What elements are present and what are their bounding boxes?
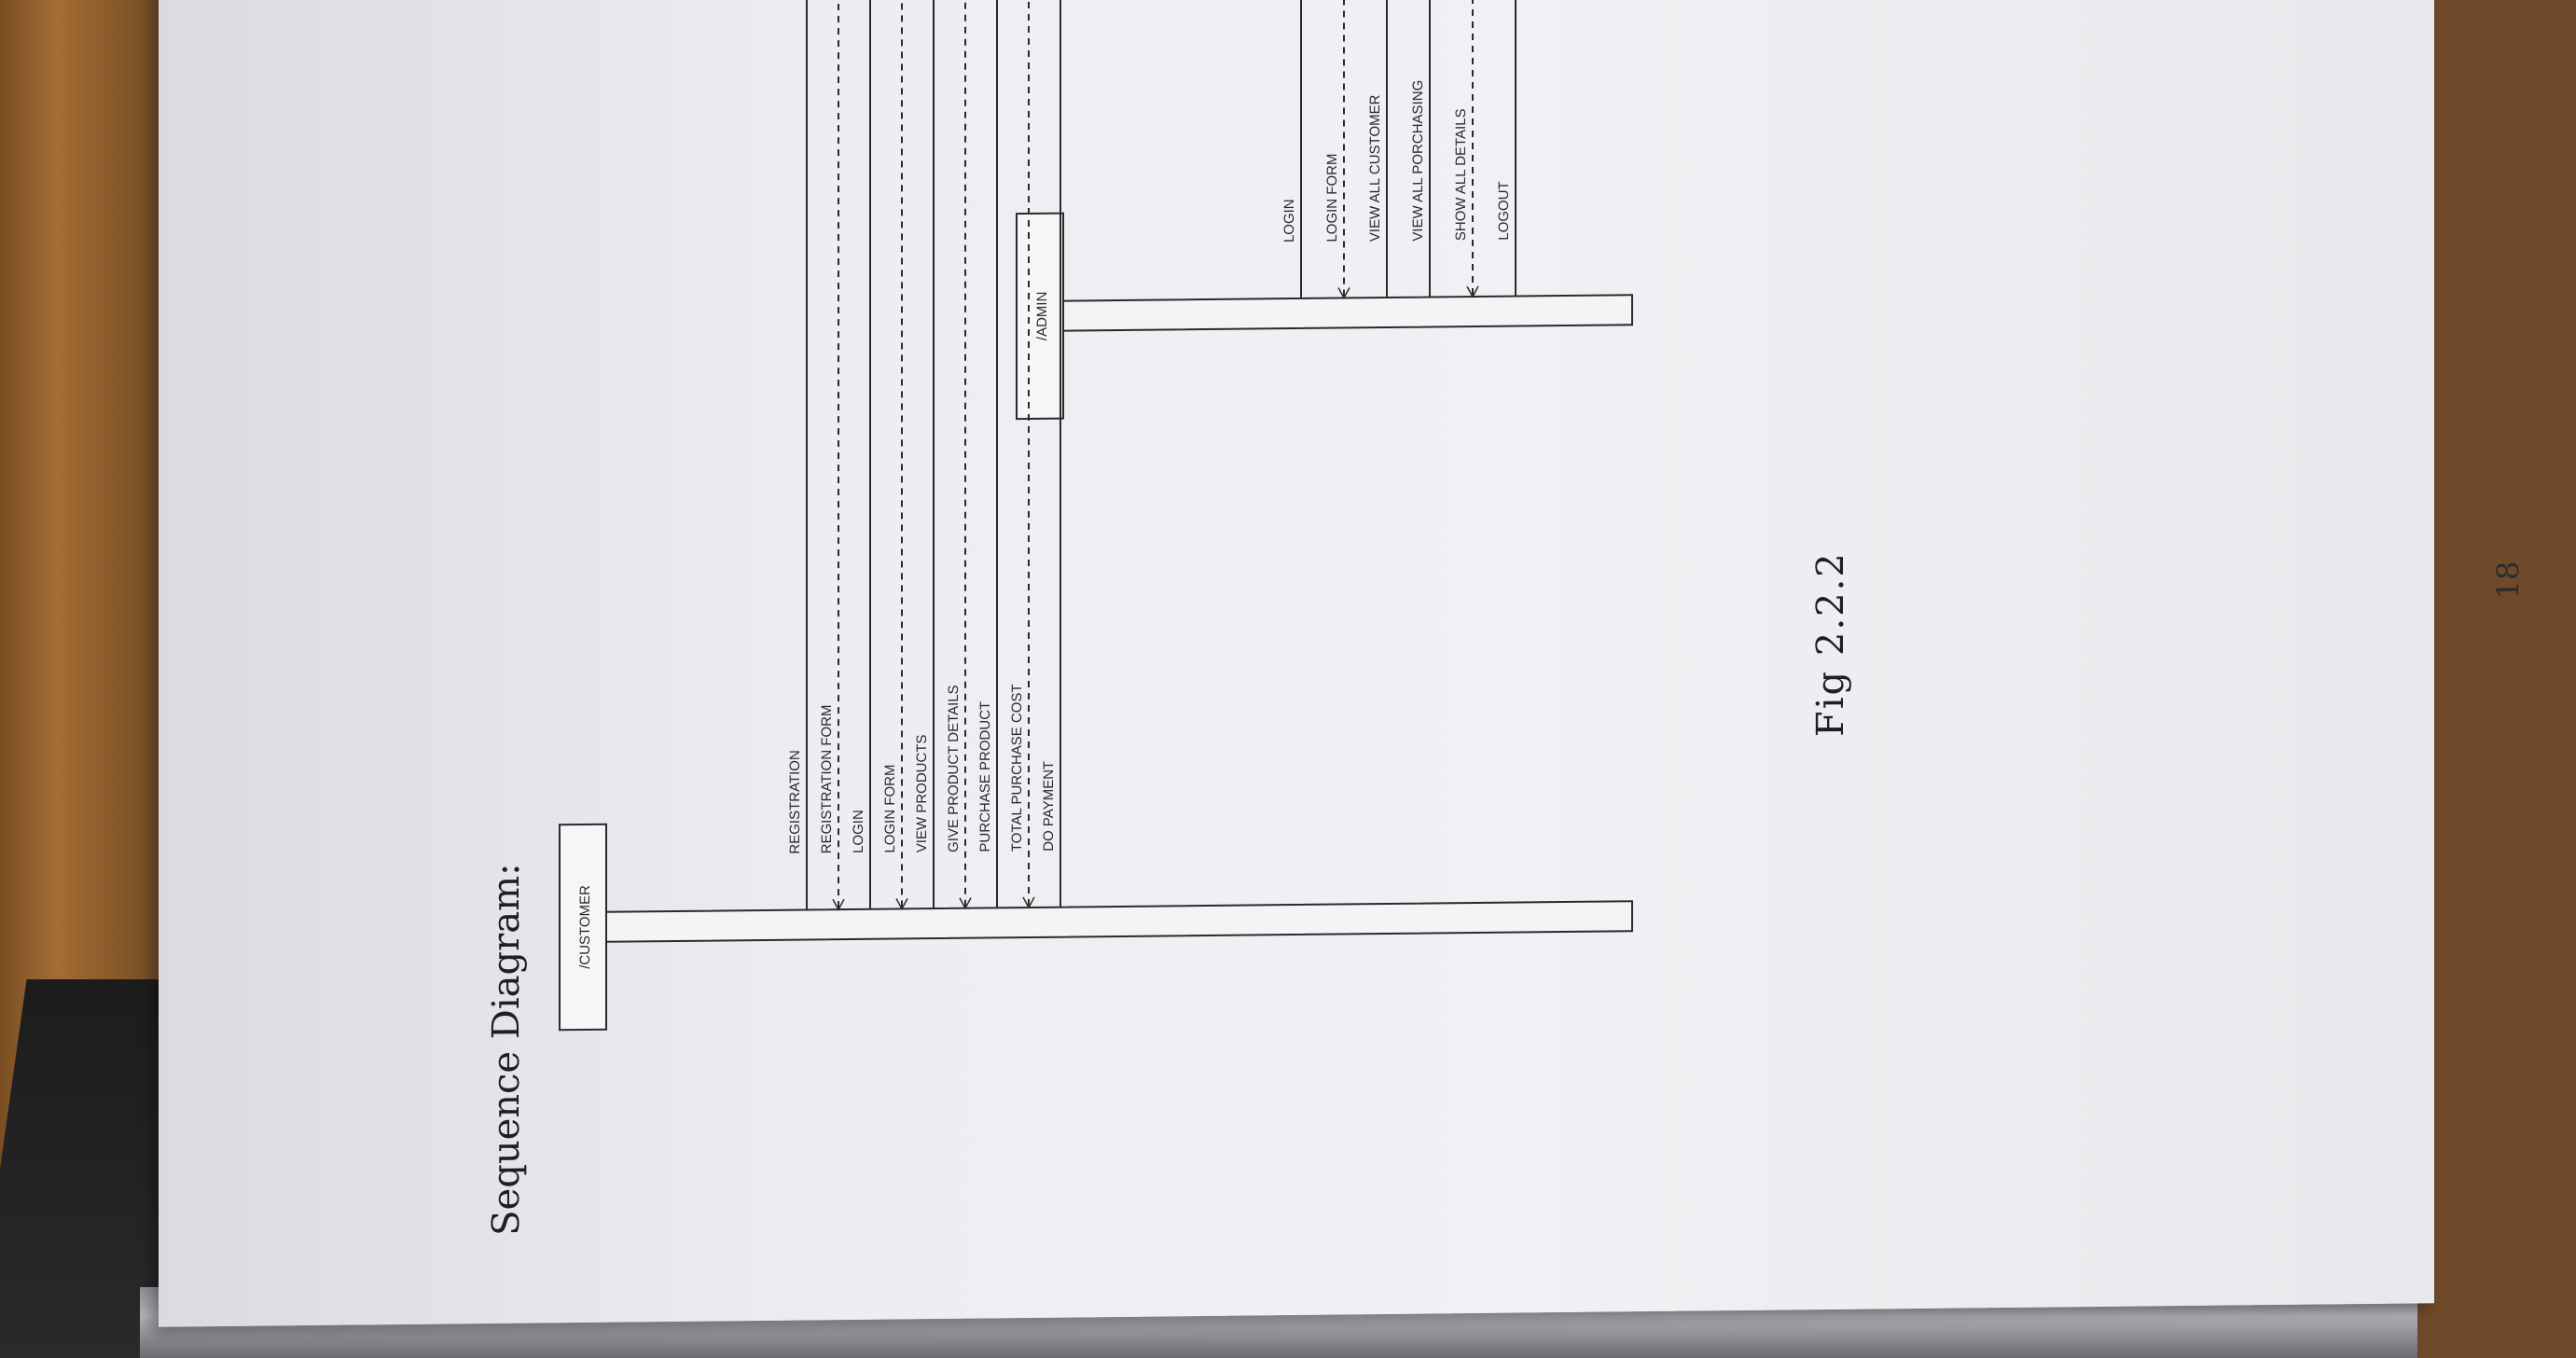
rotated-content xyxy=(159,0,2576,1342)
message-label-3: LOGIN xyxy=(851,810,866,854)
message-label-8: TOTAL PURCHASE COST xyxy=(1009,684,1025,852)
message-label-4: LOGIN FORM xyxy=(882,764,898,853)
message-label-11: LOGIN FORM xyxy=(1324,153,1340,242)
message-label-1: REGISTRATION xyxy=(787,750,803,854)
message-label-7: PURCHASE PRODUCT xyxy=(977,700,993,852)
message-label-2: REGISTRATION FORM xyxy=(819,704,835,854)
admin-lifeline xyxy=(1063,295,1632,330)
customer-header-label: /CUSTOMER xyxy=(577,885,593,969)
message-label-12: VIEW ALL CUSTOMER xyxy=(1367,94,1383,242)
customer-lifeline xyxy=(606,901,1632,942)
message-label-14: SHOW ALL DETAILS xyxy=(1453,108,1469,242)
message-label-13: VIEW ALL PORCHASING xyxy=(1410,79,1426,242)
document-page xyxy=(159,0,2526,1327)
message-label-9: DO PAYMENT xyxy=(1041,760,1057,852)
message-label-5: VIEW PRODUCTS xyxy=(914,734,930,853)
message-label-15: LOGOUT xyxy=(1496,181,1512,241)
page-heading: Sequence Diagram: xyxy=(485,863,528,1237)
message-label-6: GIVE PRODUCT DETAILS xyxy=(946,685,962,852)
sequence-diagram xyxy=(159,0,2576,1342)
figure-caption: Fig 2.2.2 xyxy=(1809,551,1852,738)
page-number: 18 xyxy=(2490,561,2526,600)
message-label-10: LOGIN xyxy=(1281,199,1297,243)
admin-header-label: /ADMIN xyxy=(1034,291,1050,341)
